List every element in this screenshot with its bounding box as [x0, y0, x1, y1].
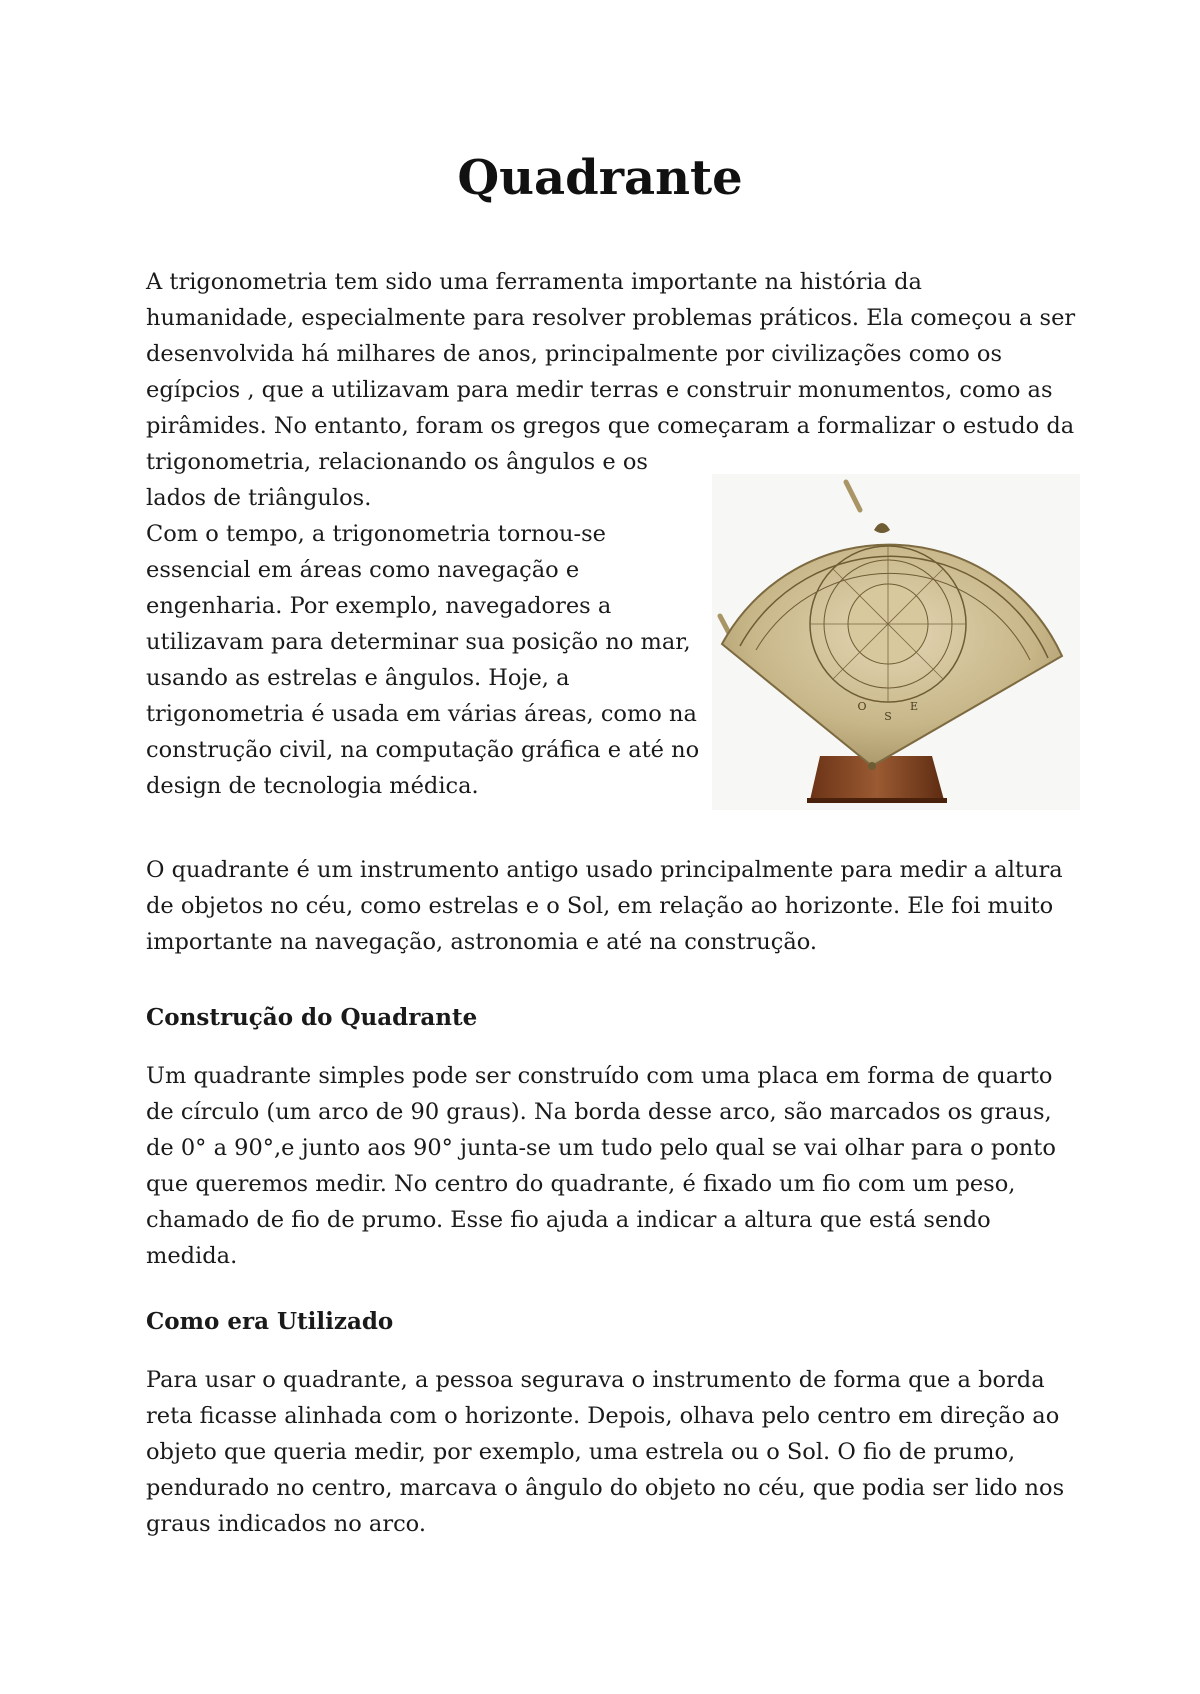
intro-line: construção civil, na computação gráfica e até no [146, 737, 700, 763]
intro-line: essencial em áreas como navegação e [146, 557, 580, 583]
section-paragraph: Para usar o quadrante, a pessoa segurava o instrumento de forma que a borda reta ficasse alinhada com o horizonte. Depois, olhava pelo centro em direção ao objeto que queria medir, por exemplo, uma estrela ou o Sol. O fio de prumo, pendurado no centro, marcava o ângulo do objeto no céu, que podia ser lido nos graus indicados no arco. [146, 1367, 1065, 1537]
intro-line: lados de triângulos. [146, 485, 372, 511]
intro-line: trigonometria, relacionando os ângulos e os [146, 449, 648, 475]
intro-line: pirâmides. No entanto, foram os gregos que começaram a formalizar o estudo da [146, 413, 1075, 439]
intro-line: egípcios , que a utilizavam para medir terras e construir monumentos, como as [146, 377, 1053, 403]
intro-line: utilizavam para determinar sua posição no mar, [146, 629, 691, 655]
intro-line: Com o tempo, a trigonometria tornou-se [146, 521, 606, 547]
intro-line: trigonometria é usada em várias áreas, como na [146, 701, 697, 727]
intro-line: design de tecnologia médica. [146, 773, 479, 799]
svg-text:O: O [857, 700, 867, 713]
intro-line: usando as estrelas e ângulos. Hoje, a [146, 665, 570, 691]
svg-text:S: S [884, 710, 892, 723]
page-title: Quadrante [457, 150, 743, 206]
section-heading: Como era Utilizado [146, 1308, 394, 1335]
intro-line: A trigonometria tem sido uma ferramenta importante na história da [146, 269, 922, 295]
quadrant-image [712, 474, 1080, 810]
svg-text:E: E [909, 700, 919, 713]
section-heading: Construção do Quadrante [146, 1004, 478, 1031]
quadrant-intro-paragraph: O quadrante é um instrumento antigo usado principalmente para medir a altura de objetos no céu, como estrelas e o Sol, em relação ao horizonte. Ele foi muito importante na navegação, astronomia e até na construção. [146, 857, 1063, 955]
intro-line: humanidade, especialmente para resolver problemas práticos. Ela começou a ser [146, 305, 1076, 331]
intro-line: engenharia. Por exemplo, navegadores a [146, 593, 612, 619]
section-paragraph: Um quadrante simples pode ser construído com uma placa em forma de quarto de círculo (um arco de 90 graus). Na borda desse arco, são marcados os graus, de 0° a 90°,e junto aos 90° junta-se um tudo pelo qual se vai olhar para o ponto que queremos medir. No centro do quadrante, é fixado um fio com um peso, chamado de fio de prumo. Esse fio ajuda a indicar a altura que está sendo medida. [146, 1063, 1056, 1269]
intro-line: desenvolvida há milhares de anos, principalmente por civilizações como os [146, 341, 1002, 367]
